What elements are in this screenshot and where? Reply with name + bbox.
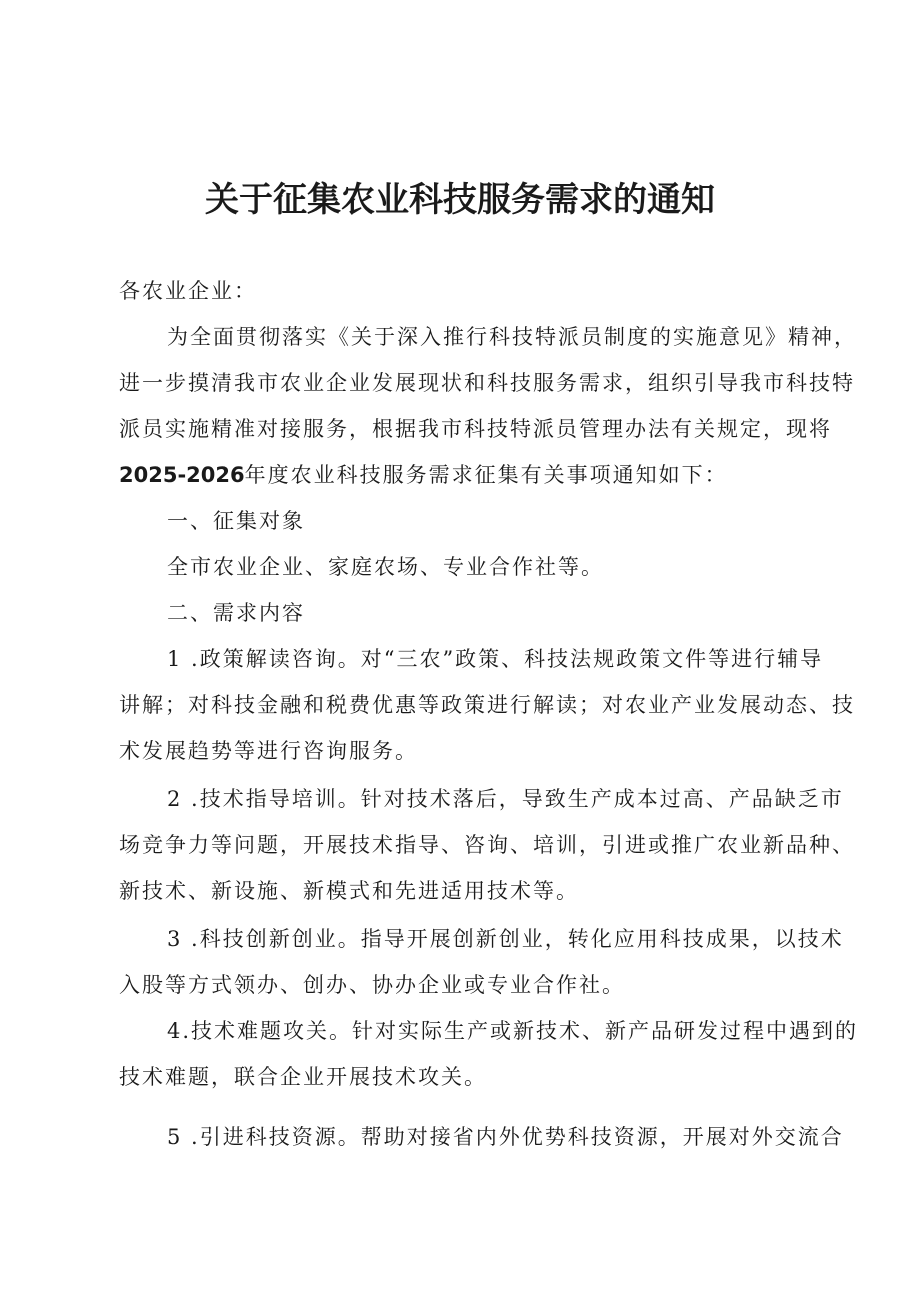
section1-content: 全市农业企业、家庭农场、专业合作社等。 bbox=[167, 555, 604, 579]
item3-line-2: 入股等方式领办、创办、协办企业或专业合作社。 bbox=[119, 973, 625, 997]
intro-line-4-text: 年度农业科技服务需求征集有关事项通知如下： bbox=[244, 463, 728, 487]
item1-line-2: 讲解；对科技金融和税费优惠等政策进行解读；对农业产业发展动态、技 bbox=[119, 693, 855, 717]
item5-line-1: 5 .引进科技资源。帮助对接省内外优势科技资源，开展对外交流合 bbox=[167, 1125, 844, 1149]
item2-line-1: 2 .技术指导培训。针对技术落后，导致生产成本过高、产品缺乏市 bbox=[167, 787, 844, 811]
salutation: 各农业企业： bbox=[119, 279, 257, 303]
intro-line-3: 派员实施精准对接服务，根据我市科技特派员管理办法有关规定，现将 bbox=[119, 417, 832, 441]
item3-line-1: 3 .科技创新创业。指导开展创新创业，转化应用科技成果，以技术 bbox=[167, 927, 844, 951]
intro-line-4 bbox=[119, 460, 728, 490]
item2-line-2: 场竞争力等问题，开展技术指导、咨询、培训，引进或推广农业新品种、 bbox=[119, 833, 855, 857]
item4-line-1: 4.技术难题攻关。针对实际生产或新技术、新产品研发过程中遇到的 bbox=[167, 1019, 859, 1043]
item1-line-1: 1 .政策解读咨询。对“三农”政策、科技法规政策文件等进行辅导 bbox=[167, 647, 824, 671]
item4-line-2: 技术难题，联合企业开展技术攻关。 bbox=[119, 1065, 487, 1089]
intro-line-1: 为全面贯彻落实《关于深入推行科技特派员制度的实施意见》精神， bbox=[167, 325, 857, 349]
section1-heading: 一、征集对象 bbox=[167, 509, 305, 533]
document-title: 关于征集农业科技服务需求的通知 bbox=[205, 180, 715, 220]
item2-line-3: 新技术、新设施、新模式和先进适用技术等。 bbox=[119, 879, 579, 903]
intro-line-2: 进一步摸清我市农业企业发展现状和科技服务需求，组织引导我市科技特 bbox=[119, 371, 855, 395]
item1-line-3: 术发展趋势等进行咨询服务。 bbox=[119, 739, 418, 763]
year-range: 2025-2026 bbox=[119, 463, 245, 487]
section2-heading: 二、需求内容 bbox=[167, 601, 305, 625]
